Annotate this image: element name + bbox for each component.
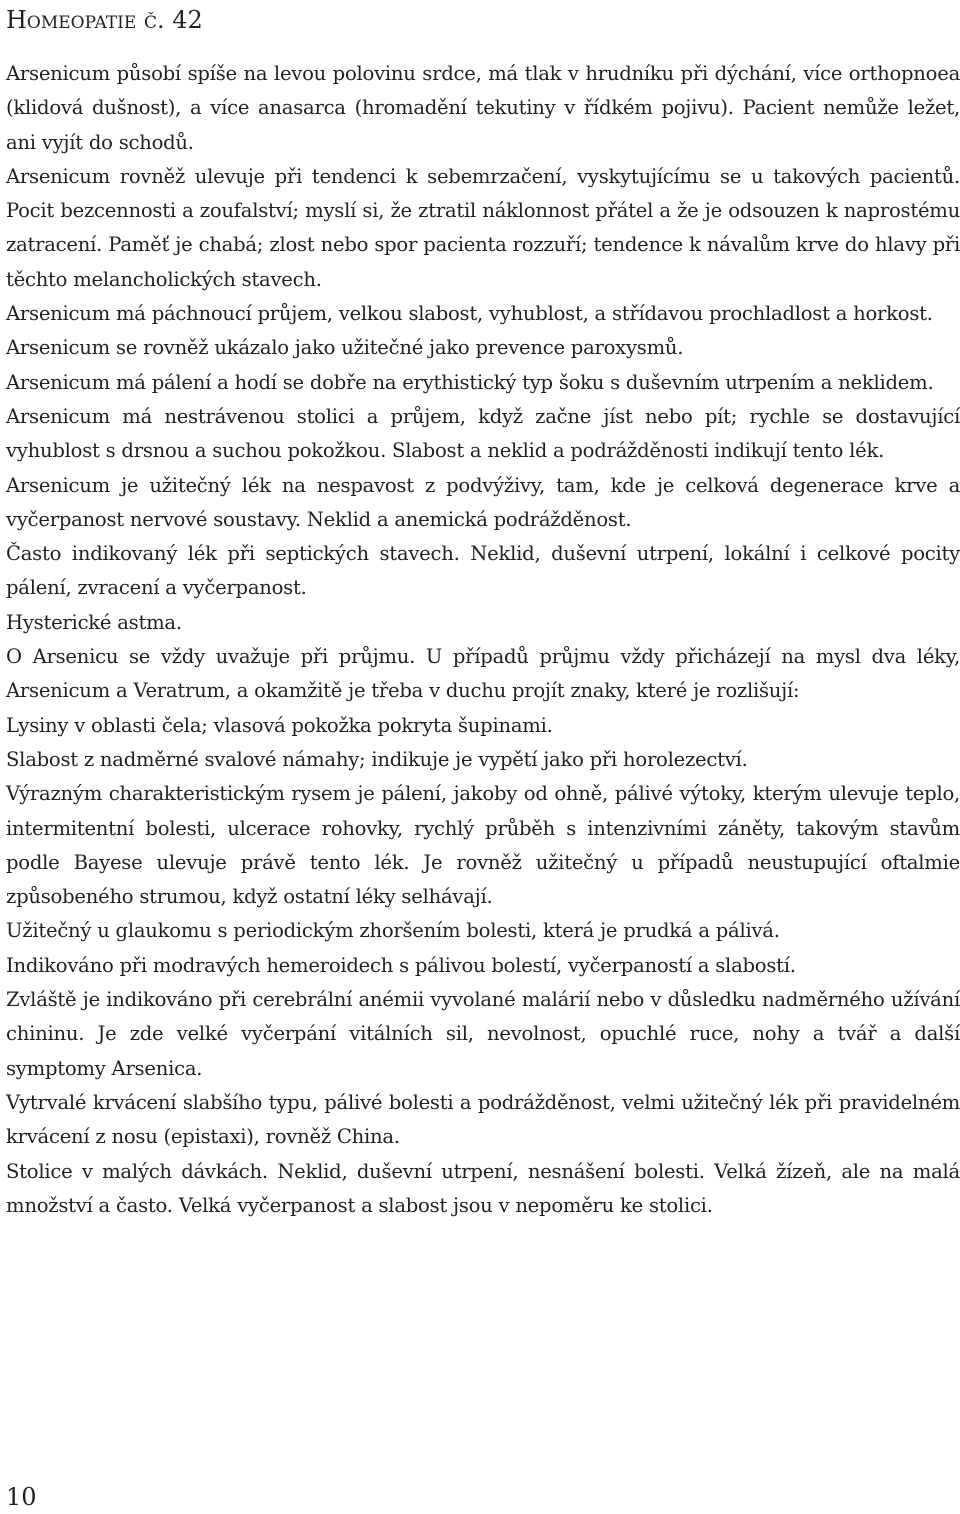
paragraph: Arsenicum se rovněž ukázalo jako užitečné jako prevence paroxysmů.: [6, 336, 684, 360]
paragraph: Arsenicum má páchnoucí průjem, velkou slabost, vyhublost, a střídavou prochladlost a horkost.: [6, 302, 933, 326]
paragraph: Arsenicum má nestrávenou stolici a průjem, když začne jíst nebo pít; rychle se dostavující vyhublost s drsnou a suchou pokožkou. Slabost a neklid a podrážděnosti indikují tento lék.: [6, 404, 960, 463]
paragraph: Arsenicum působí spíše na levou polovinu srdce, má tlak v hrudníku při dýchání, více orthopnoea (klidová dušnost), a více anasarca (hromadění tekutiny v řídkém pojivu). Pacient nemůže ležet, ani vyjít do schodů.: [6, 62, 960, 154]
paragraph: Často indikovaný lék při septických stavech. Neklid, duševní utrpení, lokální i celkové pocity pálení, zvracení a vyčerpanost.: [6, 542, 960, 600]
running-head: Homeopatie č. 42: [6, 6, 203, 34]
paragraph: O Arsenicu se vždy uvažuje při průjmu. U případů průjmu vždy přicházejí na mysl dva léky, Arsenicum a Veratrum, a okamžitě je třeba v duchu projít znaky, které je rozlišují:: [6, 645, 960, 703]
paragraph: Vytrvalé krvácení slabšího typu, pálivé bolesti a podrážděnost, velmi užitečný lék při pravidelném krvácení z nosu (epistaxi), rovněž China.: [6, 1090, 960, 1149]
paragraph: Výrazným charakteristickým rysem je pálení, jakoby od ohně, pálivé výtoky, kterým ulevuje teplo, intermitentní bolesti, ulcerace rohovky, rychlý průběh s intenzivními záněty, takovým stavům podle Bayese ulevuje právě tento lék. Je rovněž užitečný u případů neustupující oftalmie způsobeného strumou, když ostatní léky selhávají.: [6, 782, 960, 909]
paragraph: Arsenicum rovněž ulevuje při tendenci k sebemrzačení, vyskytujícímu se u takových pacientů. Pocit bezcennosti a zoufalství; myslí si, že ztratil náklonnost přátel a že je odsouzen k naprostému zatracení. Paměť je chabá; zlost nebo spor pacienta rozzuří; tendence k návalům krve do hlavy při těchto melancholických stavech.: [6, 164, 960, 291]
paragraph: Slabost z nadměrné svalové námahy; indikuje je vypětí jako při horolezectví.: [6, 747, 748, 771]
paragraph: Arsenicum má pálení a hodí se dobře na erythistický typ šoku s duševním utrpením a neklidem.: [6, 370, 934, 394]
paragraph: Užitečný u glaukomu s periodickým zhoršením bolesti, která je prudká a pálivá.: [6, 919, 780, 943]
paragraph: Lysiny v oblasti čela; vlasová pokožka pokryta šupinami.: [6, 713, 553, 737]
body-text: [6, 57, 960, 1223]
paragraph: Indikováno při modravých hemeroidech s pálivou bolestí, vyčerpaností a slabostí.: [6, 953, 796, 977]
paragraph: Arsenicum je užitečný lék na nespavost z podvýživy, tam, kde je celková degenerace krve a vyčerpanost nervové soustavy. Neklid a anemická podrážděnost.: [6, 473, 960, 531]
page-number: 10: [6, 1483, 37, 1511]
paragraph: Stolice v malých dávkách. Neklid, duševní utrpení, nesnášení bolesti. Velká žízeň, ale na malá množství a často. Velká vyčerpanost a slabost jsou v nepoměru ke stolici.: [6, 1159, 960, 1217]
paragraph: Hysterické astma.: [6, 610, 182, 634]
paragraph: Zvláště je indikováno při cerebrální anémii vyvolané malárií nebo v důsledku nadměrného užívání chininu. Je zde velké vyčerpání vitálních sil, nevolnost, opuchlé ruce, nohy a tvář a další symptomy Arsenica.: [6, 988, 960, 1080]
